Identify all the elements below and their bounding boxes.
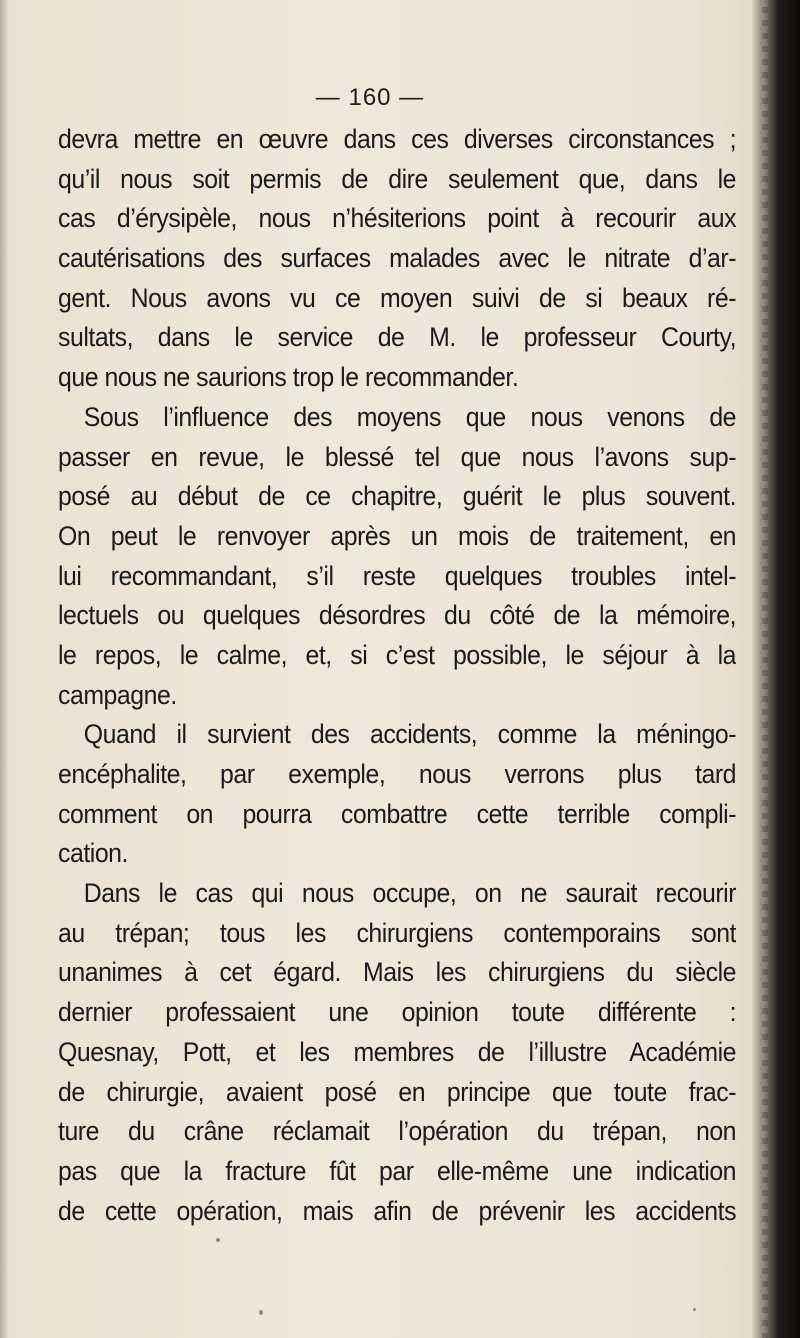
text-line: posé au début de ce chapitre, guérit le plus souvent. — [58, 481, 737, 512]
text-line: de cette opération, mais afin de prévenir les accidents — [58, 1195, 737, 1226]
page-number: — 160 — — [315, 84, 425, 111]
text-line: cautérisations des surfaces malades avec le nitrate d’ar- — [58, 243, 737, 274]
text-line: lectuels ou quelques désordres du côté de la mémoire, — [58, 600, 737, 631]
paper-speck — [259, 1310, 263, 1315]
text-line: le repos, le calme, et, si c’est possible, le séjour à la — [58, 639, 737, 670]
text-line: unanimes à cet égard. Mais les chirurgiens du siècle — [58, 957, 737, 988]
text-line: pas que la fracture fût par elle-même une indication — [58, 1155, 737, 1186]
text-line: passer en revue, le blessé tel que nous l’avons sup- — [58, 441, 737, 472]
paragraph-start-line: Dans le cas qui nous occupe, on ne saurait recourir — [83, 878, 737, 909]
text-line: cation. — [58, 838, 128, 869]
text-line: sultats, dans le service de M. le professeur Courty, — [58, 322, 737, 353]
book-binding-shadow — [752, 0, 800, 1338]
text-line: cas d’érysipèle, nous n’hésiterions point à recourir aux — [58, 203, 737, 234]
text-line: que nous ne saurions trop le recommander. — [58, 362, 519, 393]
text-line: Quesnay, Pott, et les membres de l’illustre Académie — [58, 1036, 737, 1067]
text-line: encéphalite, par exemple, nous verrons plus tard — [58, 759, 737, 789]
text-line: gent. Nous avons vu ce moyen suivi de si beaux ré- — [58, 282, 737, 313]
text-line: de chirurgie, avaient posé en principe que toute frac- — [58, 1076, 737, 1107]
body-text — [58, 120, 736, 1231]
paragraph-start-line: Sous l’influence des moyens que nous venons de — [83, 401, 737, 432]
page-left-edge — [0, 0, 8, 1338]
text-line: dernier professaient une opinion toute différente : — [58, 997, 737, 1028]
text-line: ture du crâne réclamait l’opération du trépan, non — [58, 1116, 737, 1147]
paper-speck — [216, 1238, 220, 1242]
text-line: qu’il nous soit permis de dire seulement que, dans le — [58, 163, 737, 194]
page-header — [0, 84, 800, 112]
text-line: On peut le renvoyer après un mois de traitement, en — [58, 520, 737, 551]
text-line: campagne. — [58, 679, 177, 710]
text-line: lui recommandant, s’il reste quelques troubles intel- — [58, 560, 737, 591]
text-line: devra mettre en œuvre dans ces diverses circonstances ; — [58, 124, 737, 154]
text-line: comment on pourra combattre cette terrible compli- — [58, 798, 737, 829]
text-line: au trépan; tous les chirurgiens contemporains sont — [58, 917, 737, 948]
paper-speck — [693, 1308, 696, 1311]
paragraph-start-line: Quand il survient des accidents, comme la méningo- — [83, 719, 737, 750]
